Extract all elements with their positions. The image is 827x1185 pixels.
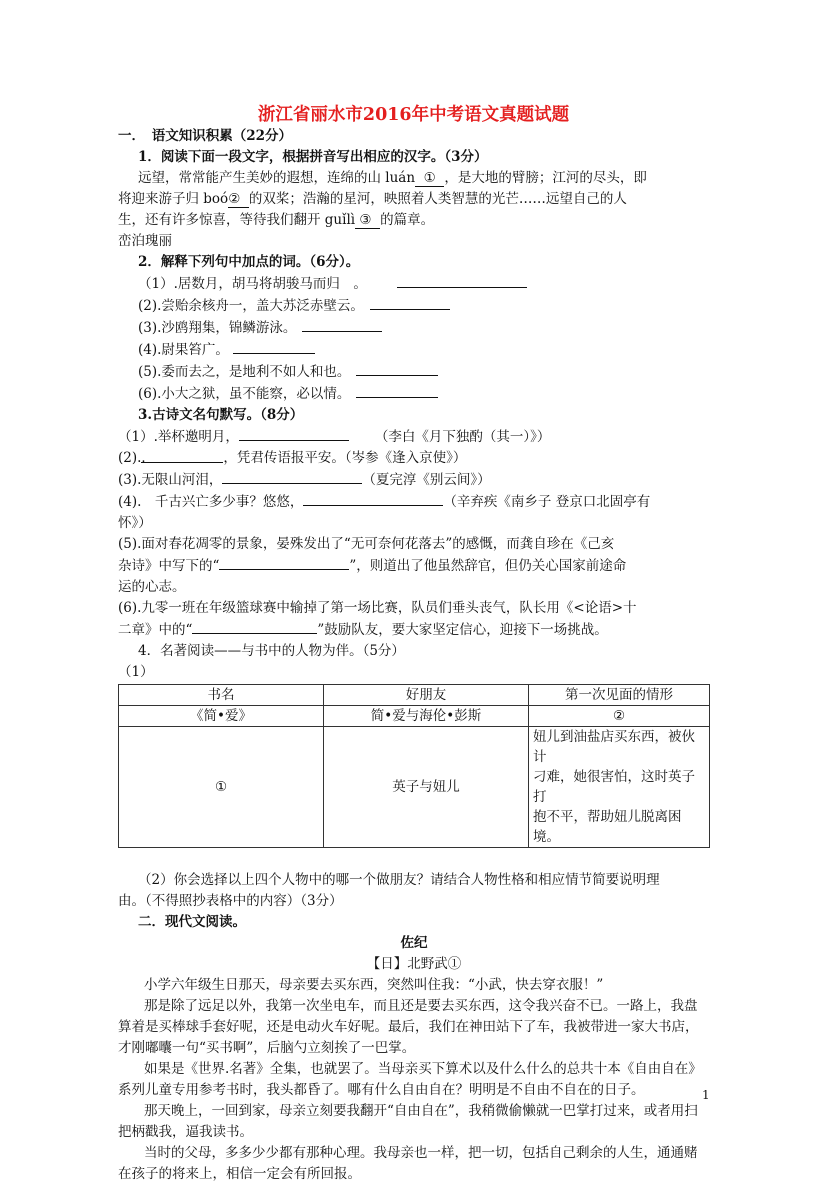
desc-line: 妞儿到油盐店买东西，被伙计 xyxy=(533,729,695,765)
answer-blank[interactable] xyxy=(233,339,315,354)
table-header: 书名 xyxy=(119,685,324,706)
q2-item-2: (2).尝贻余核舟一，盖大苏泛赤壁云。 xyxy=(118,295,710,317)
table-cell: 简•爱与海伦•彭斯 xyxy=(324,706,529,727)
q3-item-5-end: 运的心志。 xyxy=(118,579,186,595)
table-row xyxy=(119,706,710,727)
answer-blank[interactable] xyxy=(356,383,438,398)
q4-sub1: （1） xyxy=(118,664,154,680)
q4-sub2: （2）你会选择以上四个人物中的哪一个做朋友？请结合人物性格和相应情节简要说明理 xyxy=(138,872,660,888)
q3-item-3: (3).无限山河泪， （夏完淳《别云间》） xyxy=(118,469,710,491)
q3-item-4: (4). 千古兴亡多少事？悠悠， （辛弃疾《南乡子 登京口北固亭有 xyxy=(118,491,710,513)
table-cell: 《简•爱》 xyxy=(119,706,324,727)
q3-item-6: (6).九零一班在年级篮球赛中输掉了第一场比赛，队员们垂头丧气，队长用《<论语>十 xyxy=(118,600,637,616)
answer-blank[interactable] xyxy=(239,426,349,441)
page-number: 1 xyxy=(702,1088,710,1102)
q1-line3: 生，还有许多惊喜，等待我们翻开 guǐlì ③ 的篇章。 xyxy=(118,212,435,228)
answer-blank[interactable] xyxy=(397,273,527,288)
table-header: 第一次见面的情形 xyxy=(529,685,710,706)
q2-heading: 2．解释下列句中加点的词。（6分）。 xyxy=(138,254,360,270)
section2-heading: 二．现代文阅读。 xyxy=(138,914,246,930)
q2-item-1: （1）.居数月，胡马将胡骏马而归 。 xyxy=(118,273,710,295)
blank-2[interactable]: ② xyxy=(228,191,249,208)
blank-3[interactable]: ③ xyxy=(355,212,380,229)
answer-blank[interactable]: ． xyxy=(141,448,223,463)
q1-heading: 1．阅读下面一段文字，根据拼音写出相应的汉字。（3分） xyxy=(138,149,488,165)
answer-blank[interactable] xyxy=(303,491,443,506)
q3-heading: 3.古诗文名句默写。（8分） xyxy=(138,407,304,423)
table-cell-blank[interactable]: ② xyxy=(529,706,710,727)
answer-blank[interactable] xyxy=(222,469,362,484)
section1-heading: 一． 语文知识积累（22分） xyxy=(118,128,293,144)
q3-item-1: （1）.举杯邀明月， （李白《月下独酌（其一）》） xyxy=(118,426,710,448)
q3-item-5: (5).面对春花凋零的景象，晏殊发出了“无可奈何花落去”的感慨，而龚自珍在《己亥 xyxy=(118,536,615,552)
q4-heading: 4．名著阅读——与书中的人物为伴。（5分） xyxy=(138,643,405,659)
article-paragraph: 小学六年级生日那天，母亲要去买东西，突然叫住我：“小武，快去穿衣服！” xyxy=(144,977,604,993)
table-cell-blank[interactable]: ① xyxy=(119,727,324,848)
answer-blank[interactable] xyxy=(302,317,382,332)
q1-answer: 峦泊瑰丽 xyxy=(118,233,172,249)
desc-line: 抱不平，帮助妞儿脱离困境。 xyxy=(533,809,682,845)
table-header: 好朋友 xyxy=(324,685,529,706)
table-header-row xyxy=(119,685,710,706)
article-paragraph: 当时的父母，多多少少都有那种心理。我母亲也一样，把一切，包括自己剩余的人生，通通赌在孩子的将来上，相信一定会有所回报。 xyxy=(118,1145,698,1182)
article-paragraph: 那是除了远足以外，我第一次坐电车，而且还是要去买东西，这令我兴奋不已。一路上，我盘算着是买棒球手套好呢，还是电动火车好呢。最后，我们在神田站下了车，我被带进一家大书店，才刚嘟囔一句“买书啊”，后脑勺立刻挨了一巴掌。 xyxy=(118,998,699,1056)
blank-1[interactable]: ① xyxy=(415,170,444,187)
q1-line2: 将迎来游子归 boó② 的双桨；浩瀚的星河，映照着人类智慧的光芒……远望自己的人 xyxy=(118,191,627,207)
article-title: 佐纪 xyxy=(400,935,428,951)
q2-item-3: (3).沙鸥翔集，锦鳞游泳。 xyxy=(118,317,710,339)
table-cell: 英子与妞儿 xyxy=(324,727,529,848)
q3-item-4-cont: 怀》） xyxy=(118,515,152,531)
table-cell-desc xyxy=(529,727,710,848)
q2-item-5: (5).委而去之，是地利不如人和也。 xyxy=(118,361,710,383)
desc-line: 刁难，她很害怕，这时英子打 xyxy=(533,769,695,805)
document-title: 浙江省丽水市2016年中考语文真题试题 xyxy=(257,105,570,125)
answer-blank[interactable] xyxy=(219,555,349,570)
q3-item-2: (2).． ，凭君传语报平安。（岑参《逢入京使》） xyxy=(118,450,467,466)
article-paragraph: 如果是《世界.名著》全集，也就罢了。当母亲买下算术以及什么什么的总共十本《自由自在》系列儿童专用参考书时，我头都昏了。哪有什么自由自在？明明是不自由不自在的日子。 xyxy=(118,1061,702,1098)
q3-item-5-cont: 杂诗》中写下的“ ”，则道出了他虽然辞官，但仍关心国家前途命 xyxy=(118,555,710,577)
q2-item-6: (6).小大之狱，虽不能察，必以情。 xyxy=(118,383,710,405)
q4-sub2-cont: 由。（不得照抄表格中的内容）（3分） xyxy=(118,893,343,909)
article-author: 【日】北野武① xyxy=(366,956,462,972)
q1-line1: 远望，常常能产生美妙的遐想，连绵的山 luán ① ，是大地的臂膀；江河的尽头，即 xyxy=(138,170,647,186)
article-paragraph: 那天晚上，一回到家，母亲立刻要我翻开“自由自在”，我稍微偷懒就一巴掌打过来，或者用扫把柄戳我，逼我读书。 xyxy=(118,1103,698,1140)
answer-blank[interactable] xyxy=(192,619,317,634)
books-table xyxy=(118,684,710,848)
table-row xyxy=(119,727,710,848)
q2-item-4: (4).尉果笞广。 xyxy=(118,339,710,361)
answer-blank[interactable] xyxy=(356,361,438,376)
q3-item-6-cont: 二章》中的“ ”鼓励队友，要大家坚定信心，迎接下一场挑战。 xyxy=(118,619,710,641)
answer-blank[interactable] xyxy=(370,295,450,310)
document-body xyxy=(118,126,710,1185)
